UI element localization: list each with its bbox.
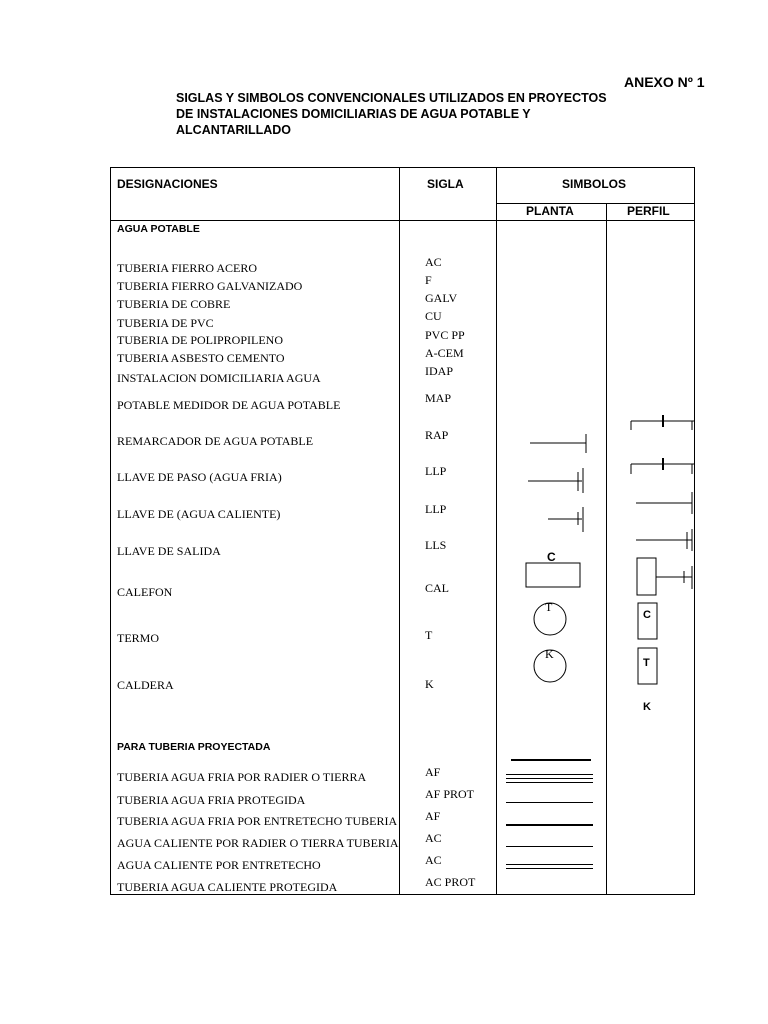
sigla: AC PROT (425, 875, 476, 889)
sigla: AF PROT (425, 787, 475, 801)
header-simbolos: SIMBOLOS (562, 177, 627, 191)
caldera-plan-letter: K (545, 647, 554, 661)
designation: TUBERIA DE PVC (117, 316, 214, 330)
designation: LLAVE DE PASO (AGUA FRIA) (117, 470, 282, 484)
termo-plan-letter: T (545, 600, 553, 614)
sigla: LLP (425, 502, 447, 516)
designation: AGUA CALIENTE POR ENTRETECHO (117, 858, 321, 872)
title-line: ALCANTARILLADO (176, 123, 292, 137)
sigla: A-CEM (425, 346, 464, 360)
designation: LLAVE DE (AGUA CALIENTE) (117, 507, 281, 521)
sigla: AF (425, 809, 441, 823)
designation: TUBERIA AGUA FRIA PROTEGIDA (117, 793, 306, 807)
sigla: MAP (425, 391, 452, 405)
calefon-plan-letter: C (547, 550, 556, 564)
sigla: CAL (425, 581, 449, 595)
designation: CALEFON (117, 585, 173, 599)
header-sigla: SIGLA (427, 177, 464, 191)
sigla: GALV (425, 291, 458, 305)
caldera-profile-letter: K (643, 701, 651, 713)
af-protegida-line-symbol (506, 775, 593, 783)
llave-paso-plan-symbol (528, 468, 583, 493)
section-tuberia-proyectada: PARA TUBERIA PROYECTADA (117, 741, 271, 753)
title-line: DE INSTALACIONES DOMICILIARIAS DE AGUA POTABLE Y (176, 107, 531, 121)
termo-profile-letter: T (643, 657, 650, 669)
designation: TUBERIA DE POLIPROPILENO (117, 333, 284, 347)
sigla: RAP (425, 428, 449, 442)
designation: CALDERA (117, 678, 174, 692)
ac-protegida-line-symbol (506, 865, 593, 869)
sigla: F (425, 273, 432, 287)
llave-caliente-plan-symbol (548, 507, 583, 532)
designation: TUBERIA ASBESTO CEMENTO (117, 351, 285, 365)
llave-salida-profile-symbol (636, 529, 692, 551)
calefon-plan-symbol (526, 563, 580, 587)
sigla: AF (425, 765, 441, 779)
header-perfil: PERFIL (627, 204, 670, 218)
header-planta: PLANTA (526, 204, 574, 218)
designation: REMARCADOR DE AGUA POTABLE (117, 434, 314, 448)
designation: TUBERIA FIERRO GALVANIZADO (117, 279, 303, 293)
designation: TUBERIA DE COBRE (117, 297, 231, 311)
designation: TUBERIA AGUA CALIENTE PROTEGIDA (117, 880, 338, 894)
designation: TUBERIA FIERRO ACERO (117, 261, 258, 275)
annex-label: ANEXO Nº 1 (624, 74, 705, 90)
sigla: K (425, 677, 434, 691)
sigla: CU (425, 309, 442, 323)
sigla: T (425, 628, 433, 642)
calefon-profile-symbol (637, 558, 692, 595)
designation: INSTALACION DOMICILIARIA AGUA (117, 371, 321, 385)
designation: TUBERIA AGUA FRIA POR ENTRETECHO TUBERIA (117, 814, 398, 828)
sigla: LLP (425, 464, 447, 478)
title-line: SIGLAS Y SIMBOLOS CONVENCIONALES UTILIZADOS EN PROYECTOS (176, 91, 607, 105)
section-agua-potable: AGUA POTABLE (117, 223, 200, 235)
llave-caliente-profile-symbol (636, 492, 692, 514)
sigla: AC (425, 853, 442, 867)
sigla: PVC PP (425, 328, 465, 342)
remarcador-profile-symbol (631, 415, 694, 430)
designation: TERMO (117, 631, 159, 645)
sigla: IDAP (425, 364, 454, 378)
designation: LLAVE DE SALIDA (117, 544, 221, 558)
calefon-profile-letter: C (643, 609, 651, 621)
designation: POTABLE MEDIDOR DE AGUA POTABLE (117, 398, 341, 412)
header-designaciones: DESIGNACIONES (117, 177, 218, 191)
designation: AGUA CALIENTE POR RADIER O TIERRA TUBERIA (117, 836, 399, 850)
sigla: AC (425, 831, 442, 845)
llave-paso-profile-symbol (631, 458, 694, 474)
designation: TUBERIA AGUA FRIA POR RADIER O TIERRA (117, 770, 367, 784)
remarcador-plan-symbol (530, 434, 586, 453)
sigla: LLS (425, 538, 447, 552)
sigla: AC (425, 255, 442, 269)
